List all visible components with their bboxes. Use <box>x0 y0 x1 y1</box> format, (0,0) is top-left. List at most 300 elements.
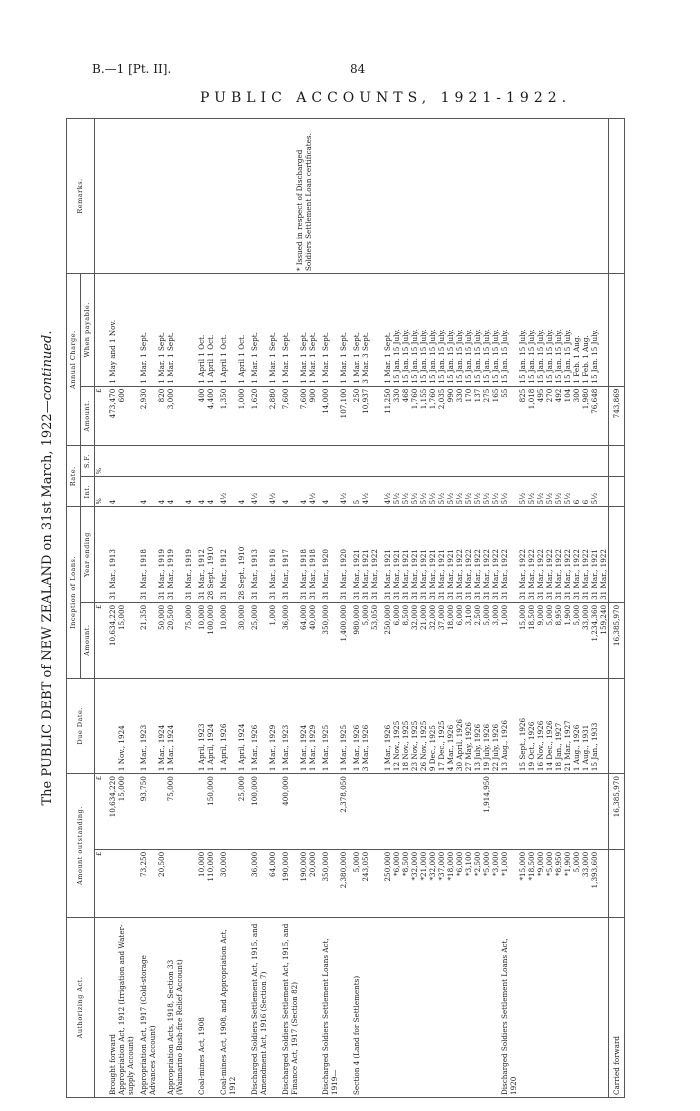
rate-sf-cell <box>527 446 536 477</box>
rate-int-cell: 5½ <box>473 477 482 507</box>
annual-amount-cell: 107,100 <box>339 386 348 446</box>
year-ending-cell: 31 Mar., 1918 <box>308 507 317 603</box>
due-date-cell: 18 Nov., 1925 <box>401 678 410 774</box>
col-remarks: Remarks. <box>67 119 95 274</box>
when-payable-cell: 15 Jan. 15 July. <box>590 274 599 387</box>
inception-amount-cell: 15,000 <box>518 602 527 678</box>
currency-symbol: £ <box>95 849 105 917</box>
when-payable-cell: 1 Mar. 1 Sept. <box>339 274 348 387</box>
outstanding-cell <box>370 849 379 917</box>
annual-amount-cell: 270 <box>545 386 554 446</box>
annual-amount-cell <box>370 386 379 446</box>
outstanding-cell <box>237 849 246 917</box>
rate-sf-cell <box>277 446 299 477</box>
due-date-cell: 19 July, 1926 <box>482 678 491 774</box>
rate-int-cell: 5 <box>348 477 361 507</box>
outstanding-cell: 110,000 <box>206 849 215 917</box>
when-payable-cell: 1 Mar. 1 Sept. <box>299 274 308 387</box>
act-cell <box>545 918 554 1098</box>
when-payable-cell: 1 Mar. 1 Sept. <box>317 274 339 387</box>
annual-amount-cell: 10,937 <box>361 386 370 446</box>
due-date-cell: 1 Mar., 1926 <box>246 678 268 774</box>
annual-amount-cell: 4,400 <box>206 386 215 446</box>
rate-sf-cell <box>491 446 500 477</box>
outstanding-total-cell: 75,000 <box>166 774 184 850</box>
rate-sf-cell <box>317 446 339 477</box>
inception-amount-cell: 18,500 <box>527 602 536 678</box>
outstanding-cell: 73,250 <box>135 849 157 917</box>
when-payable-cell: 1 Mar. 1 Sept. <box>379 274 392 387</box>
rate-int-cell: 4 <box>157 477 166 507</box>
act-cell <box>554 918 563 1098</box>
annual-amount-cell: 1,760 <box>428 386 437 446</box>
inception-amount-cell: 1,900 <box>563 602 572 678</box>
rate-int-cell <box>117 477 135 507</box>
outstanding-total-cell <box>410 774 419 850</box>
year-ending-cell: 31 Mar., 1921 <box>401 507 410 603</box>
year-ending-cell: 31 Mar., 1918 <box>135 507 157 603</box>
currency-row <box>95 119 105 1098</box>
outstanding-total-cell: 93,750 <box>135 774 157 850</box>
act-cell <box>379 918 392 1098</box>
act-cell: Section 4 (Land for Settlements) <box>348 918 361 1098</box>
due-date-cell: 13 Aug., 1926 <box>500 678 518 774</box>
rate-sf-cell <box>135 446 157 477</box>
percent-symbol: % <box>95 446 105 477</box>
rate-sf-cell <box>206 446 215 477</box>
when-payable-cell: 15 Jan. 15 July. <box>455 274 464 387</box>
rate-sf-cell <box>581 446 590 477</box>
outstanding-total-cell <box>419 774 428 850</box>
act-cell: Appropriation Act, 1917 (Cold-storage Advances Account) <box>135 918 157 1098</box>
outstanding-total-cell: 400,000 <box>277 774 299 850</box>
when-payable-cell: 15 Jan. 15 July. <box>518 274 527 387</box>
col-annual-charge: Annual Charge. <box>67 274 81 446</box>
year-ending-cell: 31 Mar., 1921 <box>590 507 599 603</box>
rotated-table-area <box>40 118 660 1098</box>
year-ending-cell: 31 Mar., 1922 <box>491 507 500 603</box>
annual-amount-cell: 400 <box>193 386 206 446</box>
when-payable-cell: 1 April 1 Oct. <box>193 274 206 387</box>
due-date-cell: 1 April, 1924 <box>206 678 215 774</box>
year-ending-cell: 31 Mar., 1913 <box>104 507 117 603</box>
percent-symbol: % <box>95 477 105 507</box>
annual-amount-cell: 900 <box>308 386 317 446</box>
outstanding-total-cell <box>193 774 206 850</box>
rate-sf-cell <box>392 446 401 477</box>
rate-int-cell: 5½ <box>392 477 401 507</box>
act-cell <box>299 918 308 1098</box>
rate-int-cell: 4½ <box>268 477 277 507</box>
outstanding-total-cell <box>545 774 554 850</box>
year-ending-cell: 28 Sept., 1910 <box>237 507 246 603</box>
annual-amount-cell: 55 <box>500 386 518 446</box>
year-ending-cell: 31 Mar., 1916 <box>268 507 277 603</box>
currency-symbol: £ <box>95 774 105 850</box>
when-payable-cell: 15 Jan. 15 July. <box>500 274 518 387</box>
carried-forward-row <box>609 119 625 1098</box>
outstanding-cell <box>117 849 135 917</box>
year-ending-cell: 31 Mar., 1922 <box>500 507 518 603</box>
due-date-cell <box>104 678 117 774</box>
rate-int-cell: 4½ <box>246 477 268 507</box>
inception-amount-cell: 1,400,000 <box>339 602 348 678</box>
when-payable-cell: 15 Jan. 15 July. <box>545 274 554 387</box>
rate-int-cell: 6 <box>572 477 581 507</box>
due-date-cell: 1 Mar., 1926 <box>348 678 361 774</box>
rate-int-cell: 4 <box>206 477 215 507</box>
act-cell <box>563 918 572 1098</box>
page-header-left: B.—1 [Pt. II]. <box>92 62 172 76</box>
outstanding-cell: 2,380,000 <box>339 849 348 917</box>
inception-amount-cell: 64,000 <box>299 602 308 678</box>
col-rate: Rate. <box>67 446 81 507</box>
inception-amount-cell: 980,000 <box>348 602 361 678</box>
outstanding-total-cell <box>590 774 599 850</box>
inception-amount-cell: 30,000 <box>237 602 246 678</box>
rate-sf-cell <box>500 446 518 477</box>
when-payable-cell: 1 Feb. 1 Aug. <box>581 274 590 387</box>
due-date-cell: 4 Mar., 1926 <box>446 678 455 774</box>
when-payable-cell: 1 Mar. 1 Sept. <box>166 274 184 387</box>
act-cell <box>410 918 419 1098</box>
outstanding-total-cell <box>446 774 455 850</box>
remarks-cell <box>95 119 609 274</box>
rate-int-cell: 4 <box>277 477 299 507</box>
due-date-cell: 1 Mar., 1926 <box>379 678 392 774</box>
rate-sf-cell <box>215 446 237 477</box>
due-date-cell: 1 April, 1926 <box>215 678 237 774</box>
act-cell: Discharged Soldiers Settlement Act, 1915, and Amendment Act, 1916 (Section 7) <box>246 918 268 1098</box>
outstanding-total-cell: 2,378,050 <box>339 774 348 850</box>
when-payable-cell: 1 May and 1 Nov. <box>104 274 117 387</box>
outstanding-cell: *8,950 <box>554 849 563 917</box>
due-date-cell: 22 July, 1926 <box>491 678 500 774</box>
inception-amount-cell: 50,000 <box>157 602 166 678</box>
year-ending-cell: 31 Mar., 1922 <box>599 507 609 603</box>
annual-amount-cell: 1,760 <box>410 386 419 446</box>
act-cell <box>419 918 428 1098</box>
act-cell: Discharged Soldiers Settlement Loans Act, 1920 <box>500 918 518 1098</box>
due-date-cell: 15 Jan., 1933 <box>590 678 599 774</box>
outstanding-total-cell <box>464 774 473 850</box>
outstanding-total-cell <box>184 774 193 850</box>
outstanding-total-cell <box>370 774 379 850</box>
year-ending-cell <box>117 507 135 603</box>
outstanding-total-cell: 25,000 <box>237 774 246 850</box>
table-title-continued: continued. <box>40 330 55 401</box>
due-date-cell: 15 Sept., 1926 <box>518 678 527 774</box>
year-ending-cell: 31 Mar., 1919 <box>157 507 166 603</box>
rate-int-cell: 4 <box>135 477 157 507</box>
rate-int-cell: 5½ <box>437 477 446 507</box>
rate-int-cell: 5½ <box>455 477 464 507</box>
annual-amount-cell: 2,035 <box>437 386 446 446</box>
when-payable-cell <box>184 274 193 387</box>
outstanding-cell: *1,000 <box>500 849 518 917</box>
year-ending-cell: 31 Mar., 1918 <box>299 507 308 603</box>
outstanding-cell: *18,000 <box>446 849 455 917</box>
outstanding-cell <box>599 849 609 917</box>
rate-sf-cell <box>379 446 392 477</box>
rate-int-cell: 5½ <box>518 477 527 507</box>
act-cell <box>473 918 482 1098</box>
inception-amount-cell: 159,240 <box>599 602 609 678</box>
rate-int-cell: 5½ <box>500 477 518 507</box>
year-ending-cell: 31 Mar., 1922 <box>572 507 581 603</box>
annual-amount-cell: 275 <box>482 386 491 446</box>
rate-int-cell: 6 <box>581 477 590 507</box>
annual-amount-cell: 300 <box>572 386 581 446</box>
act-cell <box>370 918 379 1098</box>
rate-sf-cell <box>563 446 572 477</box>
public-debt-table <box>66 118 625 1098</box>
inception-amount-cell: 3,100 <box>464 602 473 678</box>
rate-int-cell <box>599 477 609 507</box>
due-date-cell: 1 Mar., 1929 <box>268 678 277 774</box>
act-cell <box>237 918 246 1098</box>
outstanding-cell: *3,100 <box>464 849 473 917</box>
when-payable-cell: 1 Feb. 1 Aug. <box>572 274 581 387</box>
annual-amount-cell: 76,648 <box>590 386 599 446</box>
outstanding-total-cell <box>563 774 572 850</box>
outstanding-cell: 5,000 <box>572 849 581 917</box>
annual-amount-cell: 825 <box>518 386 527 446</box>
rate-int-cell: 4½ <box>379 477 392 507</box>
year-ending-cell: 31 Mar., 1921 <box>428 507 437 603</box>
act-cell <box>308 918 317 1098</box>
annual-amount-cell: 2,930 <box>135 386 157 446</box>
due-date-cell: 1 Mar., 1925 <box>339 678 348 774</box>
outstanding-cell <box>104 849 117 917</box>
act-cell <box>401 918 410 1098</box>
outstanding-total-cell <box>437 774 446 850</box>
inception-amount-cell: 21,350 <box>135 602 157 678</box>
rate-sf-cell <box>473 446 482 477</box>
outstanding-total-cell <box>581 774 590 850</box>
outstanding-cell: *2,500 <box>473 849 482 917</box>
outstanding-total-cell: 10,634,220 <box>104 774 117 850</box>
when-payable-cell: 1 Mar. 1 Sept. <box>157 274 166 387</box>
annual-amount-cell: 330 <box>392 386 401 446</box>
inception-amount-cell: 350,000 <box>317 602 339 678</box>
outstanding-cell: 20,500 <box>157 849 166 917</box>
inception-amount-cell: 10,634,220 <box>104 602 117 678</box>
year-ending-cell: 31 Mar., 1922 <box>455 507 464 603</box>
rate-sf-cell <box>157 446 166 477</box>
act-cell: Appropriation Act, 1912 (Irrigation and Water-supply Account) <box>117 918 135 1098</box>
year-ending-cell: 31 Mar., 1919 <box>184 507 193 603</box>
outstanding-cell: *21,000 <box>419 849 428 917</box>
when-payable-cell: 1 Mar. 1 Sept. <box>277 274 299 387</box>
outstanding-total-cell: 1,914,950 <box>482 774 491 850</box>
rate-sf-cell <box>464 446 473 477</box>
outstanding-cell: 30,000 <box>215 849 237 917</box>
rate-sf-cell <box>361 446 370 477</box>
due-date-cell: 23 Nov., 1925 <box>410 678 419 774</box>
rate-sf-cell <box>482 446 491 477</box>
rate-sf-cell <box>455 446 464 477</box>
when-payable-cell: 1 Mar. 1 Sept. <box>135 274 157 387</box>
col-inception-amount: Amount. <box>81 602 95 678</box>
rate-int-cell: 5½ <box>419 477 428 507</box>
col-due-date: Due Date. <box>67 678 95 774</box>
when-payable-cell: 15 Jan. 15 July. <box>392 274 401 387</box>
rate-sf-cell <box>308 446 317 477</box>
rate-int-cell: 4½ <box>308 477 317 507</box>
year-ending-cell: 31 Mar., 1921 <box>410 507 419 603</box>
outstanding-cell: 190,000 <box>299 849 308 917</box>
when-payable-cell: 15 Jan. 15 July. <box>401 274 410 387</box>
year-ending-cell: 31 Mar., 1922 <box>563 507 572 603</box>
outstanding-cell: *6,000 <box>455 849 464 917</box>
page-number: 84 <box>350 62 366 76</box>
when-payable-cell: 15 Jan. 15 July. <box>491 274 500 387</box>
rate-sf-cell <box>117 446 135 477</box>
rate-int-cell: 5½ <box>536 477 545 507</box>
act-cell <box>572 918 581 1098</box>
outstanding-cell: 243,050 <box>361 849 370 917</box>
when-payable-cell: 15 Jan. 15 July. <box>428 274 437 387</box>
inception-amount-cell: 6,000 <box>392 602 401 678</box>
inception-amount-cell: 6,000 <box>455 602 464 678</box>
year-ending-cell: 31 Mar., 1921 <box>379 507 392 603</box>
due-date-cell: 12 Nov., 1925 <box>392 678 401 774</box>
annual-amount-cell: 1,155 <box>419 386 428 446</box>
col-rate-int: Int. <box>81 477 95 507</box>
rate-sf-cell <box>184 446 193 477</box>
due-date-cell: 26 Nov., 1925 <box>419 678 428 774</box>
currency-symbol: £ <box>95 386 105 446</box>
when-payable-cell: 1 Mar. 1 Sept. <box>308 274 317 387</box>
inception-amount-cell: 33,000 <box>581 602 590 678</box>
act-cell <box>392 918 401 1098</box>
outstanding-cell: 64,000 <box>268 849 277 917</box>
rate-sf-cell <box>410 446 419 477</box>
due-date-cell: 1 Mar., 1923 <box>277 678 299 774</box>
annual-amount-cell: 495 <box>536 386 545 446</box>
outstanding-total-cell <box>455 774 464 850</box>
due-date-cell: 16 Nov., 1926 <box>536 678 545 774</box>
year-ending-cell: 31 Mar., 1917 <box>277 507 299 603</box>
year-ending-cell: 31 Mar., 1922 <box>545 507 554 603</box>
col-authorizing-act: Authorizing Act. <box>67 918 95 1098</box>
rate-int-cell: 4 <box>104 477 117 507</box>
due-date-cell: 1 Aug., 1926 <box>572 678 581 774</box>
rate-int-cell: 5½ <box>590 477 599 507</box>
act-cell <box>437 918 446 1098</box>
year-ending-cell: 31 Mar., 1912 <box>193 507 206 603</box>
when-payable-cell: 1 Mar. 1 Sept. <box>348 274 361 387</box>
outstanding-cell: 20,000 <box>308 849 317 917</box>
outstanding-cell: *6,000 <box>392 849 401 917</box>
rate-int-cell: 4 <box>237 477 246 507</box>
year-ending-cell: 31 Mar., 1922 <box>554 507 563 603</box>
col-annual-amount: Amount. <box>81 386 95 446</box>
col-rate-sf: S.F. <box>81 446 95 477</box>
carried-forward-inception: 16,385,970 <box>609 602 625 678</box>
annual-amount-cell: 600 <box>117 386 135 446</box>
outstanding-cell: 5,000 <box>348 849 361 917</box>
act-cell <box>491 918 500 1098</box>
due-date-cell: 1 April, 1923 <box>193 678 206 774</box>
inception-amount-cell: 2,500 <box>473 602 482 678</box>
when-payable-cell: 15 Jan. 15 July. <box>446 274 455 387</box>
year-ending-cell: 31 Mar., 1922 <box>464 507 473 603</box>
inception-amount-cell: 21,000 <box>419 602 428 678</box>
inception-amount-cell: 40,000 <box>308 602 317 678</box>
outstanding-total-cell <box>392 774 401 850</box>
outstanding-cell <box>184 849 193 917</box>
inception-amount-cell: 20,500 <box>166 602 184 678</box>
when-payable-cell: 15 Jan. 15 July. <box>563 274 572 387</box>
act-cell <box>339 918 348 1098</box>
rate-int-cell: 4½ <box>361 477 370 507</box>
annual-amount-cell: 7,600 <box>277 386 299 446</box>
inception-amount-cell: 32,000 <box>428 602 437 678</box>
rate-int-cell: 5½ <box>491 477 500 507</box>
year-ending-cell: 31 Mar., 1921 <box>419 507 428 603</box>
annual-amount-cell <box>184 386 193 446</box>
table-title-main: The PUBLIC DEBT of NEW ZEALAND on 31st March, 1922— <box>40 400 55 806</box>
act-cell: Discharged Soldiers Settlement Loans Act, 1919— <box>317 918 339 1098</box>
outstanding-total-cell <box>308 774 317 850</box>
outstanding-total-cell <box>215 774 237 850</box>
inception-amount-cell: 25,000 <box>246 602 268 678</box>
rate-int-cell: 5½ <box>563 477 572 507</box>
annual-amount-cell <box>599 386 609 446</box>
year-ending-cell: 31 Mar., 1919 <box>166 507 184 603</box>
rate-sf-cell <box>348 446 361 477</box>
outstanding-total-cell <box>361 774 370 850</box>
outstanding-total-cell <box>518 774 527 850</box>
act-cell <box>527 918 536 1098</box>
due-date-cell: 14 Dec., 1926 <box>545 678 554 774</box>
rate-int-cell: 4 <box>184 477 193 507</box>
table-body <box>95 119 609 1098</box>
annual-amount-cell: 820 <box>157 386 166 446</box>
rate-sf-cell <box>437 446 446 477</box>
annual-amount-cell: 7,600 <box>299 386 308 446</box>
act-cell: Coal-mines Act, 1908, and Appropriation Act, 1912 <box>215 918 237 1098</box>
inception-amount-cell: 1,234,360 <box>590 602 599 678</box>
due-date-cell: 1 Mar., 1924 <box>299 678 308 774</box>
due-date-cell: 1 Mar., 1923 <box>135 678 157 774</box>
rate-int-cell: 4 <box>193 477 206 507</box>
annual-amount-cell: 492 <box>554 386 563 446</box>
when-payable-cell: 15 Jan. 15 July. <box>464 274 473 387</box>
annual-amount-cell: 104 <box>563 386 572 446</box>
when-payable-cell: 3 Mar. 3 Sept. <box>361 274 370 387</box>
annual-amount-cell: 1,018 <box>527 386 536 446</box>
act-cell <box>157 918 166 1098</box>
table-title <box>40 118 62 1018</box>
inception-amount-cell: 250,000 <box>379 602 392 678</box>
rate-int-cell: 4 <box>166 477 184 507</box>
due-date-cell: 13 July, 1926 <box>473 678 482 774</box>
act-cell <box>361 918 370 1098</box>
outstanding-cell: 33,000 <box>581 849 590 917</box>
due-date-cell: 1 Mar., 1929 <box>308 678 317 774</box>
rate-int-cell: 5½ <box>554 477 563 507</box>
carried-forward-annual: 743,869 <box>609 386 625 446</box>
outstanding-total-cell <box>554 774 563 850</box>
year-ending-cell: 31 Mar., 1922 <box>473 507 482 603</box>
when-payable-cell: 15 Jan. 15 July. <box>527 274 536 387</box>
inception-amount-cell: 15,000 <box>117 602 135 678</box>
remarks-note: * Issued in respect of Discharged Soldiers Settlement Loan certificates. <box>295 133 313 271</box>
inception-amount-cell: 5,000 <box>361 602 370 678</box>
